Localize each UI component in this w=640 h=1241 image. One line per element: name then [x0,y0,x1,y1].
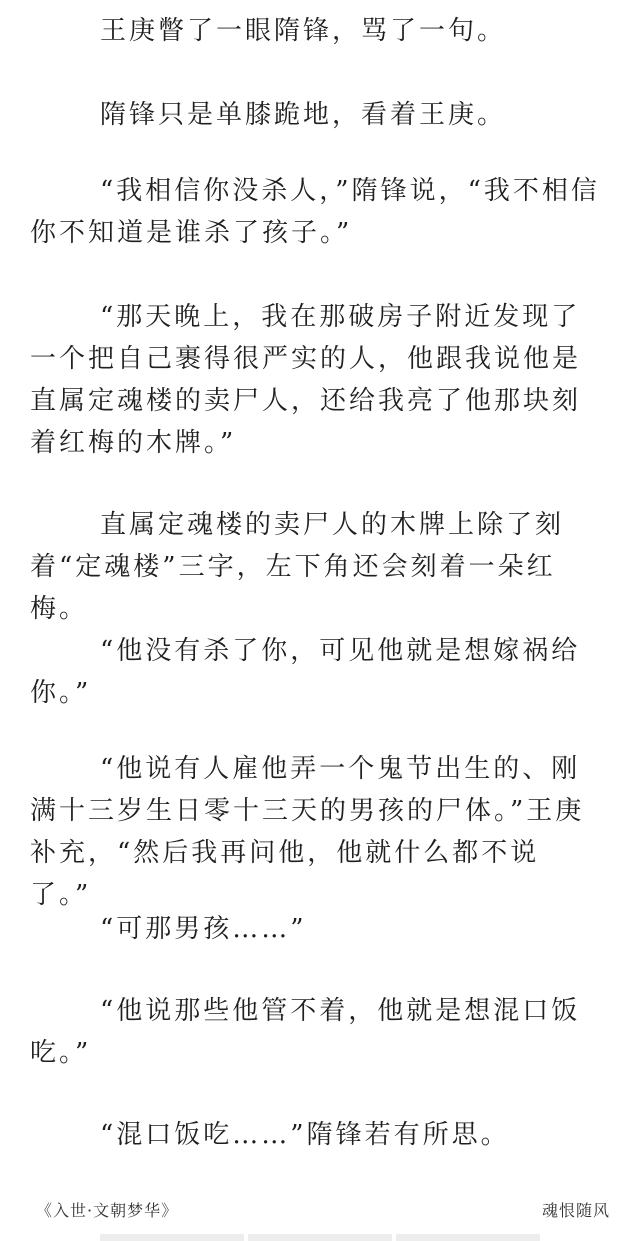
footer-author: 魂恨随风 [541,1201,610,1220]
paragraph-10: “混口饭吃……”隋锋若有所思。 [100,1120,510,1150]
paragraph-8: “可那男孩……” [100,914,307,944]
paragraph-6: “他没有杀了你，可见他就是想嫁祸给你。” [30,636,581,708]
paragraph-7: “他说有人雇他弄一个鬼节出生的、刚满十三岁生日零十三天的男孩的尸体。”王庚补充，“然后我再问他，他就什么都不说了。” [30,754,585,910]
divider-segment [100,1234,244,1241]
paragraph-3: “我相信你没杀人，”隋锋说，“我不相信你不知道是谁杀了孩子。” [30,176,600,248]
divider-segment [248,1234,392,1241]
paragraph-9: “他说那些他管不着，他就是想混口饭吃。” [30,996,581,1068]
bottom-divider [100,1234,540,1241]
paragraph-4: “那天晚上，我在那破房子附近发现了一个把自己裹得很严实的人，他跟我说他是直属定魂楼的卖尸人，还给我亮了他那块刻着红梅的木牌。” [30,302,582,458]
paragraph-5: 直属定魂楼的卖尸人的木牌上除了刻着“定魂楼”三字，左下角还会刻着一朵红梅。 [30,510,565,624]
divider-segment [396,1234,540,1241]
footer-book-title: 《入世·文朝梦华》 [36,1201,179,1220]
paragraph-1: 王庚瞥了一眼隋锋，骂了一句。 [100,16,507,46]
paragraph-2: 隋锋只是单膝跪地，看着王庚。 [100,100,507,130]
